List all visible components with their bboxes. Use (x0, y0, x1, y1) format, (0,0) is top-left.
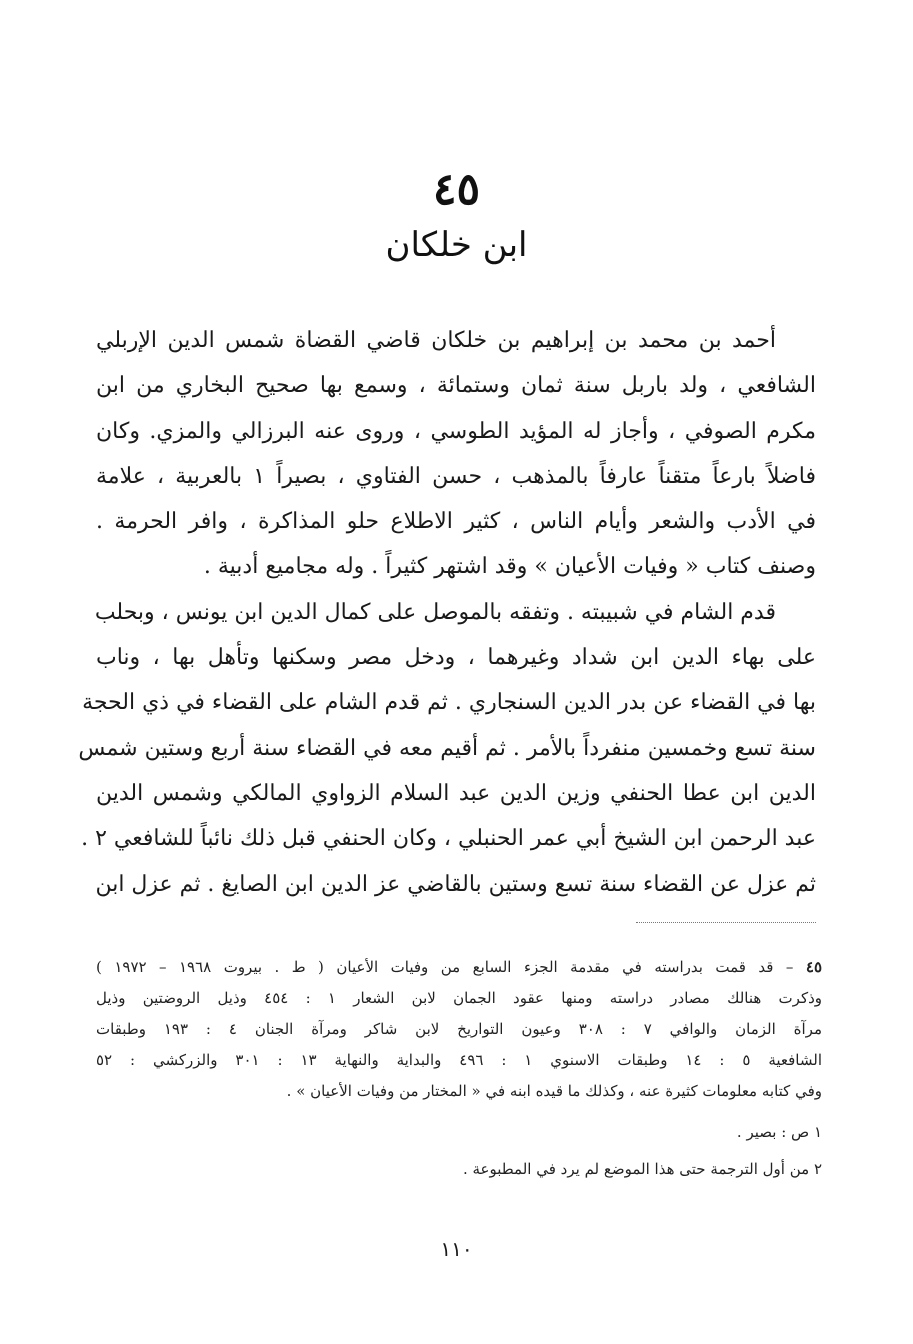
footnote-text: – قد قمت بدراسته في مقدمة الجزء السابع من وفيات الأعيان ( ط . بيروت ١٩٦٨ – ١٩٧٢ ) (96, 958, 794, 976)
footnote-line (96, 952, 822, 983)
footnotes (96, 952, 822, 1185)
page-number: ١١٠ (440, 1237, 473, 1261)
text-line: قدم الشام في شبيبته . وتفقه بالموصل على كمال الدين ابن يونس ، وبحلب (94, 599, 776, 625)
footnote-divider (636, 922, 816, 923)
footnote-line: وذكرت هنالك مصادر دراسته ومنها عقود الجمان لابن الشعار ١ : ٤٥٤ وذيل الروضتين وذيل (96, 989, 823, 1007)
chapter-title: ابن خلكان (385, 225, 528, 265)
text-line: الدين ابن عطا الحنفي وزين الدين عبد السلام الزواوي المالكي وشمس الدين (96, 780, 816, 806)
chapter-number: ٤٥ (432, 164, 481, 215)
footnote-main (96, 952, 822, 1107)
paragraph (96, 318, 816, 590)
paragraph (78, 590, 816, 907)
body-text (78, 318, 816, 907)
text-line: أحمد بن محمد بن إبراهيم بن خلكان قاضي القضاة شمس الدين الإربلي (96, 328, 776, 353)
text-line: فاضلاً بارعاً متقناً عارفاً بالمذهب ، حسن الفتاوي ، بصيراً ١ بالعربية ، علامة (96, 463, 816, 489)
text-line: بها في القضاء عن بدر الدين السنجاري . ثم قدم الشام على القضاء في ذي الحجة (82, 690, 816, 716)
footnote-1: ١ ص : بصير . (736, 1123, 822, 1141)
text-line: الشافعي ، ولد باربل سنة ثمان وستمائة ، وسمع بها صحيح البخاري من ابن (96, 373, 816, 399)
text-line: على بهاء الدين ابن شداد وغيرهما ، ودخل مصر وسكنها وتأهل بها ، وناب (96, 645, 816, 671)
text-line: مكرم الصوفي ، وأجاز له المؤيد الطوسي ، وروى عنه البرزالي والمزي. وكان (96, 418, 816, 444)
footnote-number: ٤٥ (805, 958, 823, 976)
text-line: سنة تسع وخمسين منفرداً بالأمر . ثم أقيم معه في القضاء سنة أربع وستين شمس (78, 735, 816, 761)
text-line: ثم عزل عن القضاء سنة تسع وستين بالقاضي عز الدين ابن الصايغ . ثم عزل ابن (95, 871, 816, 897)
footnote-line: مرآة الزمان والوافي ٧ : ٣٠٨ وعيون التواريخ لابن شاكر ومرآة الجنان ٤ : ١٩٣ وطبقات (96, 1020, 822, 1038)
footnote-line: الشافعية ٥ : ١٤ وطبقات الاسنوي ١ : ٤٩٦ والبداية والنهاية ١٣ : ٣٠١ والزركشي : ٥٢ (96, 1051, 822, 1069)
text-line: وصنف كتاب « وفيات الأعيان » وقد اشتهر كثيراً . وله مجاميع أدبية . (203, 554, 816, 580)
footnote-2: ٢ من أول الترجمة حتى هذا الموضع لم يرد في المطبوعة . (462, 1160, 822, 1178)
text-line: في الأدب والشعر وأيام الناس ، كثير الاطلاع حلو المذاكرة ، وافر الحرمة . (96, 509, 816, 535)
text-line: عبد الرحمن ابن الشيخ أبي عمر الحنبلي ، وكان الحنفي قبل ذلك نائباً للشافعي ٢ . (81, 826, 816, 852)
footnote-line: وفي كتابه معلومات كثيرة عنه ، وكذلك ما قيده ابنه في « المختار من وفيات الأعيان » . (286, 1082, 822, 1100)
